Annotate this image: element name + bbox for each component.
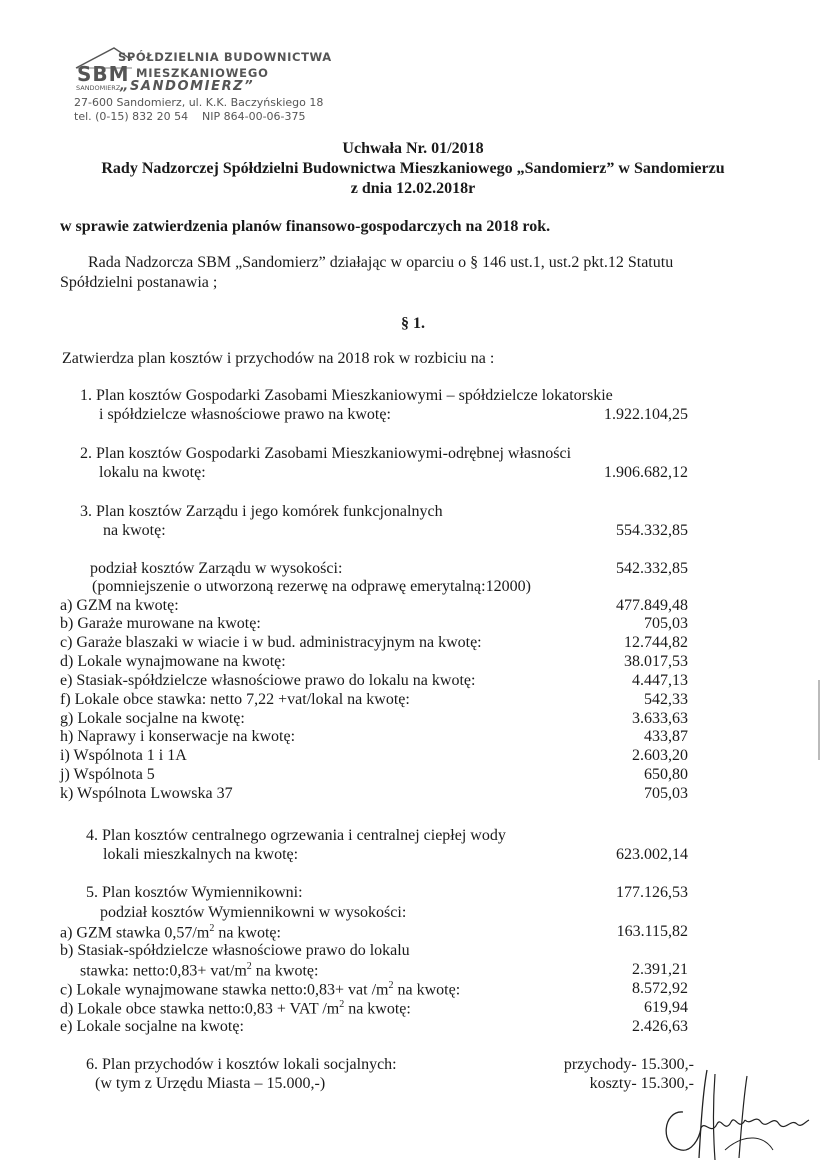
breakdown-row-e-amount: 4.447,13 <box>632 672 688 689</box>
row-d-sup: 2 <box>339 999 345 1010</box>
resolution-date: z dnia 12.02.2018r <box>350 180 476 197</box>
handwritten-signature <box>655 1062 815 1162</box>
row-c-tail: na kwotę: <box>393 981 461 999</box>
item-5-row-e-amount: 2.426,63 <box>632 1018 688 1035</box>
intro-line-2: Spółdzielni postanawia ; <box>60 274 218 291</box>
breakdown-row-b-amount: 705,03 <box>644 615 688 632</box>
breakdown-row-j-amount: 650,80 <box>644 766 688 783</box>
row-a-sup: 2 <box>209 923 215 934</box>
item-3-split-note: (pomniejszenie o utworzoną rezerwę na odprawę emerytalną:12000) <box>92 578 531 595</box>
item-5-line-1: 5. Plan kosztów Wymiennikowni: <box>86 884 303 901</box>
breakdown-row-d-amount: 38.017,53 <box>624 653 688 670</box>
row-b-text: stawka: netto:0,83+ vat/m <box>80 962 247 980</box>
item-5-row-d-label <box>60 999 411 1018</box>
item-3-split-amount: 542.332,85 <box>616 560 688 577</box>
item-2-amount: 1.906.682,12 <box>604 464 688 481</box>
item-4-line-1: 4. Plan kosztów centralnego ogrzewania i centralnej ciepłej wody <box>86 827 506 844</box>
row-d-tail: na kwotę: <box>344 1000 411 1018</box>
item-5-row-e-label: e) Lokale socjalne na kwotę: <box>60 1018 244 1035</box>
item-3-amount: 554.332,85 <box>616 522 688 539</box>
item-4-line-2: lokali mieszkalnych na kwotę: <box>103 846 299 863</box>
item-3-line-1: 3. Plan kosztów Zarządu i jego komórek funkcjonalnych <box>80 503 443 520</box>
item-5-amount: 177.126,53 <box>616 884 688 901</box>
breakdown-row-e-label: e) Stasiak-spółdzielcze własnościowe prawo do lokalu na kwotę: <box>60 672 476 689</box>
breakdown-row-f-label: f) Lokale obce stawka: netto 7,22 +vat/lokal na kwotę: <box>60 691 410 708</box>
item-2-line-2: lokalu na kwotę: <box>99 464 206 481</box>
stamp-phone: tel. (0-15) 832 20 54 <box>74 110 189 123</box>
breakdown-row-b-label: b) Garaże murowane na kwotę: <box>60 615 261 632</box>
breakdown-row-h-amount: 433,87 <box>644 728 688 745</box>
breakdown-row-a-label: a) GZM na kwotę: <box>60 597 179 614</box>
row-d-text: d) Lokale obce stawka netto:0,83 + VAT /m <box>60 1000 340 1018</box>
item-6-line-2: (w tym z Urzędu Miasta – 15.000,-) <box>95 1075 326 1092</box>
breakdown-row-k-amount: 705,03 <box>644 785 688 802</box>
breakdown-row-j-label: j) Wspólnota 5 <box>60 766 155 783</box>
resolution-subject: w sprawie zatwierdzenia planów finansowo-gospodarczych na 2018 rok. <box>60 218 551 235</box>
stamp-line-1: SPÓŁDZIELNIA BUDOWNICTWA <box>118 50 332 64</box>
breakdown-row-f-amount: 542,33 <box>644 691 688 708</box>
stamp-name: „SANDOMIERZ” <box>120 79 255 94</box>
item-5-split-label: podział kosztów Wymiennikowni w wysokości: <box>100 904 407 921</box>
item-1-amount: 1.922.104,25 <box>604 406 688 423</box>
item-2-line-1: 2. Plan kosztów Gospodarki Zasobami Mieszkaniowymi-odrębnej własności <box>80 445 572 462</box>
stamp-address: 27-600 Sandomierz, ul. K.K. Baczyńskiego 18 <box>74 96 324 109</box>
section-heading: § 1. <box>401 315 425 332</box>
breakdown-row-i-amount: 2.603,20 <box>632 747 688 764</box>
stamp-logo-sub: SANDOMIERZ <box>76 84 121 92</box>
breakdown-row-g-label: g) Lokale socjalne na kwotę: <box>60 710 245 727</box>
breakdown-row-a-amount: 477.849,48 <box>616 597 688 614</box>
stamp-sbm-logo: SBM <box>77 62 130 86</box>
row-a-text: a) GZM stawka 0,57/m <box>60 924 210 942</box>
item-1-line-2: i spółdzielcze własnościowe prawo na kwotę: <box>99 406 391 423</box>
item-6-line-1: 6. Plan przychodów i kosztów lokali socjalnych: <box>86 1056 397 1073</box>
breakdown-row-c-amount: 12.744,82 <box>624 634 688 651</box>
breakdown-row-g-amount: 3.633,63 <box>632 710 688 727</box>
breakdown-row-i-label: i) Wspólnota 1 i 1A <box>60 747 187 764</box>
row-c-sup: 2 <box>388 980 394 991</box>
lead-text: Zatwierdza plan kosztów i przychodów na 2018 rok w rozbiciu na : <box>62 350 495 367</box>
stamp-line-2: MIESZKANIOWEGO <box>136 66 269 80</box>
item-5-row-c-amount: 8.572,92 <box>632 980 688 997</box>
item-6-income: przychody- 15.300,- <box>563 1056 694 1073</box>
item-5-row-a-label <box>60 923 281 942</box>
breakdown-row-d-label: d) Lokale wynajmowane na kwotę: <box>60 653 286 670</box>
item-3-split-label: podział kosztów Zarządu w wysokości: <box>90 560 343 577</box>
item-4-amount: 623.002,14 <box>616 846 688 863</box>
item-3-line-2: na kwotę: <box>103 522 166 539</box>
item-5-row-b-line-2 <box>80 961 318 980</box>
scan-edge-mark <box>816 680 822 760</box>
item-5-row-c-label <box>60 980 460 999</box>
resolution-title: Uchwała Nr. 01/2018 <box>342 140 484 157</box>
item-6-costs: koszty- 15.300,- <box>589 1075 694 1092</box>
row-b-sup: 2 <box>246 961 252 972</box>
breakdown-row-h-label: h) Naprawy i konserwacje na kwotę: <box>60 728 296 745</box>
breakdown-row-k-label: k) Wspólnota Lwowska 37 <box>60 785 233 802</box>
item-5-row-a-amount: 163.115,82 <box>616 923 688 940</box>
intro-line-1: Rada Nadzorcza SBM „Sandomierz” działając w oparciu o § 146 ust.1, ust.2 pkt.12 Statutu <box>88 254 674 271</box>
row-a-tail: na kwotę: <box>214 924 281 942</box>
row-c-text: c) Lokale wynajmowane stawka netto:0,83+ vat /m <box>60 981 389 999</box>
item-5-row-b-amount: 2.391,21 <box>632 961 688 978</box>
item-1-line-1: 1. Plan kosztów Gospodarki Zasobami Mieszkaniowymi – spółdzielcze lokatorskie <box>80 387 613 404</box>
breakdown-row-c-label: c) Garaże blaszaki w wiacie i w bud. administracyjnym na kwotę: <box>60 634 482 651</box>
resolution-issuer: Rady Nadzorczej Spółdzielni Budownictwa Mieszkaniowego „Sandomierz” w Sandomierzu <box>101 160 725 177</box>
item-5-row-b-line-1: b) Stasiak-spółdzielcze własnościowe prawo do lokalu <box>60 942 410 959</box>
item-5-row-d-amount: 619,94 <box>644 999 688 1016</box>
row-b-tail: na kwotę: <box>251 962 319 980</box>
stamp-nip: NIP 864-00-06-375 <box>202 110 306 123</box>
